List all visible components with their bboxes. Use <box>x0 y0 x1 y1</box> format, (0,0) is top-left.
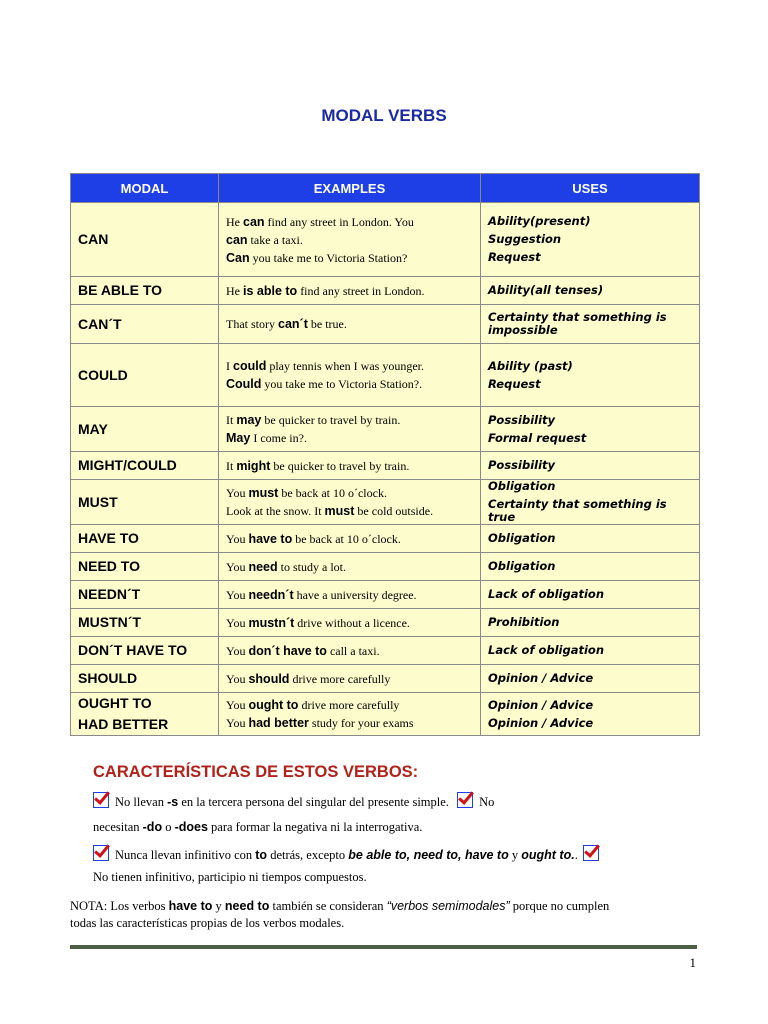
modal-name: CAN´T <box>78 315 122 332</box>
bold-term: -does <box>174 820 208 834</box>
text-segment: todas las características propias de los verbos modales. <box>70 916 345 930</box>
example-line <box>226 282 473 300</box>
characteristic-1-text <box>115 795 449 809</box>
text-segment: It <box>226 458 237 473</box>
characteristics-heading: CARACTERÍSTICAS DE ESTOS VERBOS: <box>93 763 419 781</box>
table-row <box>71 344 700 407</box>
use-label: Possibility <box>488 458 556 472</box>
modal-name-cell <box>71 452 219 480</box>
use-cell <box>481 203 700 277</box>
use-cell <box>481 581 700 609</box>
text-segment: Look at the snow. It <box>226 504 325 518</box>
modal-name-cell <box>71 480 219 525</box>
bold-term: mustn´t <box>248 615 295 630</box>
modal-name-cell <box>71 277 219 305</box>
text-segment: be back at 10 o´clock. <box>292 531 401 546</box>
use-label: Opinion / Advice <box>488 671 594 685</box>
table-row <box>71 693 700 736</box>
bold-term: should <box>248 671 290 686</box>
checkbox-checked-icon <box>93 792 109 808</box>
example-cell <box>219 203 481 277</box>
table-row <box>71 665 700 693</box>
nota-line-2 <box>70 916 344 931</box>
modal-name: HAD BETTER <box>78 716 169 732</box>
bold-term: -s <box>167 795 179 809</box>
table-row <box>71 452 700 480</box>
bold-term: to <box>255 848 268 862</box>
bold-term: could <box>233 359 267 373</box>
bold-term: Could <box>226 377 262 391</box>
modal-name-cell <box>71 665 219 693</box>
bold-term: be able to, need to, have to <box>348 848 509 862</box>
bold-term: can <box>243 214 265 229</box>
text-segment: You <box>226 698 249 712</box>
modal-name: NEEDN´T <box>78 586 141 602</box>
bold-term: can <box>226 232 248 247</box>
example-line <box>226 558 473 576</box>
italic-term: “verbos semimodales” <box>386 899 510 913</box>
text-segment: study for your exams <box>308 716 414 730</box>
text-segment: be back at 10 o´clock. <box>278 486 387 500</box>
example-cell <box>219 581 481 609</box>
text-segment: play tennis when I was younger. <box>266 359 424 373</box>
text-segment: be quicker to travel by train. <box>270 458 410 473</box>
modal-name-cell <box>71 693 219 736</box>
example-cell <box>219 525 481 553</box>
page-title: MODAL VERBS <box>321 106 447 125</box>
use-cell <box>481 525 700 553</box>
text-segment: detrás, excepto <box>267 848 349 862</box>
table-row <box>71 525 700 553</box>
use-label: Obligation <box>488 531 556 545</box>
text-segment: necesitan <box>93 820 143 834</box>
text-segment: You <box>226 643 249 658</box>
bold-term: have to <box>168 899 213 913</box>
example-line <box>226 484 473 502</box>
example-line <box>226 586 473 604</box>
text-segment: No tienen infinitivo, participio ni tiempos compuestos. <box>93 870 367 884</box>
example-line <box>226 530 473 548</box>
example-line <box>226 670 473 688</box>
bold-term: have to <box>248 531 293 546</box>
text-segment: . <box>574 848 578 862</box>
text-segment: I come in?. <box>250 431 307 445</box>
modal-name: MUSTN´T <box>78 614 141 630</box>
bold-term: don´t have to <box>248 643 327 658</box>
text-segment: para formar la negativa ni la interrogativa. <box>207 820 423 834</box>
text-segment: find any street in London. <box>297 283 425 298</box>
use-label: Possibility <box>488 412 556 427</box>
bold-term: -do <box>142 820 163 834</box>
bold-term: can´t <box>278 317 308 331</box>
modal-name: DON´T HAVE TO <box>78 642 188 658</box>
example-cell <box>219 665 481 693</box>
example-line <box>226 642 473 660</box>
use-cell <box>481 665 700 693</box>
example-cell <box>219 553 481 581</box>
table-row <box>71 637 700 665</box>
example-cell <box>219 407 481 452</box>
modal-name-cell <box>71 407 219 452</box>
text-segment: That story <box>226 317 278 331</box>
use-label: Request <box>488 376 541 391</box>
table-row <box>71 277 700 305</box>
example-cell <box>219 452 481 480</box>
text-segment: drive more carefully <box>298 698 400 712</box>
table-row <box>71 609 700 637</box>
example-line <box>226 375 473 393</box>
modal-name: BE ABLE TO <box>78 282 163 298</box>
use-cell <box>481 553 700 581</box>
use-label: Lack of obligation <box>488 587 604 601</box>
text-segment: call a taxi. <box>326 643 380 658</box>
page-number: 1 <box>689 955 696 970</box>
text-segment: find any street in London. You <box>264 214 414 229</box>
table-header-row <box>71 174 700 203</box>
characteristic-2-cont <box>93 870 367 885</box>
bold-term: might <box>236 458 271 473</box>
use-label: Prohibition <box>488 615 560 629</box>
example-cell <box>219 693 481 736</box>
modal-name-cell <box>71 581 219 609</box>
text-segment: también se consideran <box>269 899 387 913</box>
text-segment: you take me to Victoria Station?. <box>261 377 423 391</box>
bold-term: May <box>226 431 251 445</box>
text-segment: drive without a licence. <box>294 615 410 630</box>
use-cell <box>481 305 700 344</box>
modal-verbs-table <box>70 173 700 736</box>
text-segment: drive more carefully <box>289 671 391 686</box>
table-row <box>71 305 700 344</box>
use-label: Opinion / Advice <box>488 715 594 730</box>
example-line <box>226 411 473 429</box>
example-line <box>226 457 473 475</box>
text-segment: you take me to Victoria Station? <box>249 250 408 265</box>
characteristic-2-text <box>115 848 578 862</box>
use-cell <box>481 609 700 637</box>
example-cell <box>219 609 481 637</box>
text-segment: I <box>226 359 233 373</box>
bold-term: ought to. <box>521 848 575 862</box>
example-line <box>226 714 473 732</box>
characteristic-1 <box>93 792 494 810</box>
text-segment: have a university degree. <box>293 587 417 602</box>
header-uses: USES <box>481 174 700 203</box>
checkbox-checked-icon <box>457 792 473 808</box>
text-segment: y <box>212 899 225 913</box>
use-cell <box>481 407 700 452</box>
bold-term: may <box>236 413 262 427</box>
example-line <box>226 231 473 249</box>
modal-name: SHOULD <box>78 670 138 686</box>
footer-rule <box>70 945 697 949</box>
example-line <box>226 614 473 632</box>
text-segment: You <box>226 716 249 730</box>
text-segment: o <box>162 820 175 834</box>
modal-name: HAVE TO <box>78 530 139 546</box>
nota-line-1 <box>70 899 609 914</box>
modal-name-cell <box>71 609 219 637</box>
table-row <box>71 203 700 277</box>
text-segment: Nunca llevan infinitivo con <box>115 848 256 862</box>
modal-name: OUGHT TO <box>78 695 152 711</box>
table-row <box>71 553 700 581</box>
use-cell <box>481 637 700 665</box>
use-label: Ability(present) <box>488 214 591 228</box>
use-cell <box>481 277 700 305</box>
bold-term: need <box>248 559 278 574</box>
bold-term: must <box>248 486 279 500</box>
text-segment: to study a lot. <box>277 559 346 574</box>
bold-term: needn´t <box>248 587 294 602</box>
bold-term: Can <box>226 250 250 265</box>
header-examples: EXAMPLES <box>219 174 481 203</box>
text-segment: porque no cumplen <box>509 899 610 913</box>
text-segment: He <box>226 214 243 229</box>
example-cell <box>219 480 481 525</box>
use-label: Certainty that something is true <box>488 497 667 524</box>
characteristic-1-cont <box>93 820 422 835</box>
text-segment: He <box>226 283 243 298</box>
table-row <box>71 480 700 525</box>
text-segment: You <box>226 587 249 602</box>
bold-term: ought to <box>248 698 299 712</box>
modal-name-cell <box>71 344 219 407</box>
text-segment: No <box>479 795 495 809</box>
header-modal: MODAL <box>71 174 219 203</box>
use-cell <box>481 452 700 480</box>
bold-term: must <box>324 504 355 518</box>
example-line <box>226 357 473 375</box>
text-segment: It <box>226 413 237 427</box>
modal-name: NEED TO <box>78 558 140 574</box>
use-cell <box>481 480 700 525</box>
example-cell <box>219 277 481 305</box>
example-cell <box>219 637 481 665</box>
text-segment: You <box>226 531 249 546</box>
use-label: Formal request <box>488 430 587 445</box>
use-label: Request <box>488 250 541 264</box>
use-label: Obligation <box>488 559 556 573</box>
example-line <box>226 696 473 714</box>
use-cell <box>481 693 700 736</box>
text-segment: You <box>226 559 249 574</box>
modal-name: MIGHT/COULD <box>78 457 177 473</box>
example-line <box>226 429 473 447</box>
characteristic-2 <box>93 845 605 863</box>
modal-name-cell <box>71 305 219 344</box>
use-label: Lack of obligation <box>488 643 604 657</box>
use-cell <box>481 344 700 407</box>
use-label: Obligation <box>488 479 556 493</box>
text-segment: You <box>226 486 249 500</box>
example-cell <box>219 344 481 407</box>
text-segment: You <box>226 615 249 630</box>
example-line <box>226 249 473 267</box>
text-segment: You <box>226 671 249 686</box>
bold-term: had better <box>248 716 309 730</box>
text-segment: take a taxi. <box>247 232 303 247</box>
use-label: Ability(all tenses) <box>488 283 604 297</box>
text-segment: y <box>508 848 522 862</box>
text-segment: be true. <box>307 317 347 331</box>
text-segment: be quicker to travel by train. <box>261 413 401 427</box>
table-row <box>71 581 700 609</box>
use-label: Certainty that something is impossible <box>488 310 667 337</box>
text-segment: NOTA: Los verbos <box>70 899 169 913</box>
example-line <box>226 315 473 333</box>
example-line <box>226 213 473 231</box>
modal-name: COULD <box>78 366 128 383</box>
modal-name-cell <box>71 203 219 277</box>
modal-name: MAY <box>78 420 108 437</box>
use-label: Suggestion <box>488 232 562 246</box>
example-line <box>226 502 473 520</box>
text-segment: be cold outside. <box>354 504 434 518</box>
use-label: Opinion / Advice <box>488 697 594 712</box>
example-cell <box>219 305 481 344</box>
modal-name: MUST <box>78 493 118 510</box>
bold-term: need to <box>224 899 270 913</box>
modal-name-cell <box>71 553 219 581</box>
text-segment: en la tercera persona del singular del presente simple. <box>178 795 449 809</box>
table-row <box>71 407 700 452</box>
text-segment: No llevan <box>115 795 168 809</box>
modal-name-cell <box>71 525 219 553</box>
use-label: Ability (past) <box>488 358 573 373</box>
checkbox-checked-icon <box>93 845 109 861</box>
bold-term: is able to <box>243 283 298 298</box>
checkbox-checked-icon <box>583 845 599 861</box>
characteristic-1-text-b <box>479 795 494 809</box>
modal-name-cell <box>71 637 219 665</box>
modal-name: CAN <box>78 231 109 247</box>
